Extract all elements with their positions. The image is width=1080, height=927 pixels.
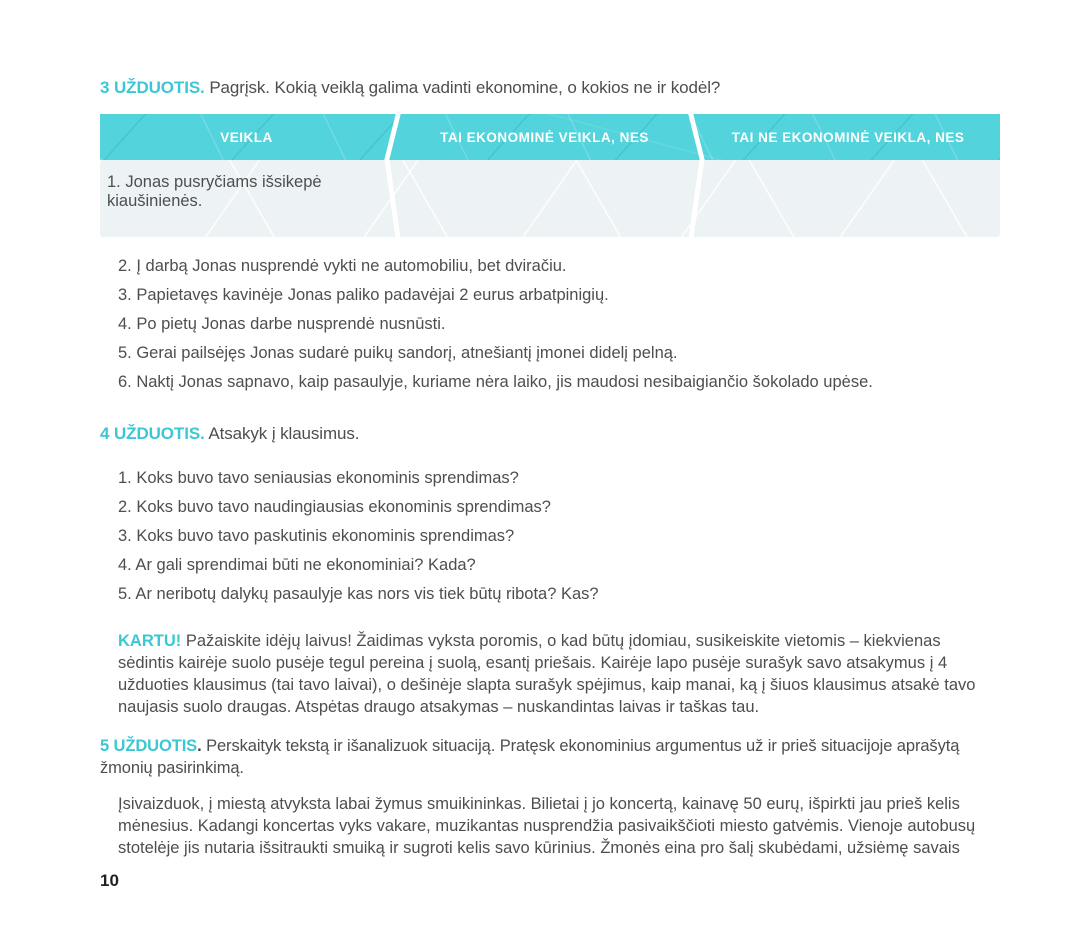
list-item: 3. Koks buvo tavo paskutinis ekonominis sprendimas? <box>118 527 515 545</box>
list-item: 5. Gerai pailsėjęs Jonas sudarė puikų sandorį, atnešiantį įmonei didelį pelną. <box>118 344 678 362</box>
list-item: 6. Naktį Jonas sapnavo, kaip pasaulyje, kuriame nėra laiko, jis maudosi nesibaigiančio šokolado upėse. <box>118 373 873 391</box>
table-row <box>100 160 1000 237</box>
kartu-paragraph <box>118 630 1000 718</box>
table-header-row <box>100 114 1000 160</box>
economic-activity-table <box>100 114 1000 237</box>
list-item: 3. Papietavęs kavinėje Jonas paliko padavėjai 2 eurus arbatpinigių. <box>118 286 609 304</box>
table-header-economic: TAI EKONOMINĖ VEIKLA, NES <box>440 129 649 145</box>
task3-title: Pagrįsk. Kokią veiklą galima vadinti ekonomine, o kokios ne ir kodėl? <box>209 78 721 97</box>
table-cell-not-economic-answer <box>696 160 1000 237</box>
page-number: 10 <box>100 871 119 890</box>
task4-label: 4 UŽDUOTIS. <box>100 424 205 443</box>
task5-label: 5 UŽDUOTIS <box>100 737 198 755</box>
task5-label-dot: . <box>197 737 202 755</box>
task4-question-list <box>118 464 1000 609</box>
task5-heading <box>100 735 1000 779</box>
list-item: 4. Po pietų Jonas darbe nusprendė nusnūsti. <box>118 315 446 333</box>
list-item: 5. Ar neribotų dalykų pasaulyje kas nors vis tiek būtų ribota? Kas? <box>118 585 599 603</box>
kartu-text: Pažaiskite idėjų laivus! Žaidimas vyksta poromis, o kad būtų įdomiau, susikeiskite vietomis – kiekvienas sėdintis kairėje suolo pusėje tegul pereina į suolą, esantį priešais. Kairėje lapo pusėje surašyk savo atsakymus į 4 užduoties klausimus (tai tavo laivai), o dešinėje slapta surašyk spėjimus, kaip manai, ką į šiuos klausimus atsakė tavo naujasis suolo draugas. Atspėtas draugo atsakymas – nuskandintas laivas ir taškas tau. <box>118 632 976 716</box>
list-item: 2. Koks buvo tavo naudingiausias ekonominis sprendimas? <box>118 498 551 516</box>
kartu-label: KARTU! <box>118 632 182 650</box>
task4-heading <box>100 424 1000 444</box>
table-cell-economic-answer <box>393 160 696 237</box>
task4-title: Atsakyk į klausimus. <box>208 424 360 443</box>
task3-label: 3 UŽDUOTIS. <box>100 78 205 97</box>
task5-title: Perskaityk tekstą ir išanalizuok situaciją. Pratęsk ekonominius argumentus už ir prieš situacijoje aprašytą žmonių pasirinkimą. <box>100 737 960 777</box>
table-header-veikla: VEIKLA <box>220 129 273 145</box>
list-item: 4. Ar gali sprendimai būti ne ekonominiai? Kada? <box>118 556 476 574</box>
table-cell-activity: 1. Jonas pusryčiams išsikepė kiaušinienės. <box>107 173 322 210</box>
table-header-not-economic: TAI NE EKONOMINĖ VEIKLA, NES <box>731 129 965 145</box>
task3-heading <box>100 78 1000 98</box>
list-item: 2. Į darbą Jonas nusprendė vykti ne automobiliu, bet dviračiu. <box>118 257 567 275</box>
task5-reading-paragraph: Įsivaizduok, į miestą atvyksta labai žymus smuikininkas. Bilietai į jo koncertą, kainavę 50 eurų, išpirkti jau prieš kelis mėnesius. Kadangi koncertas vyks vakare, muzikantas nusprendžia pasivaikščioti miesto gatvėmis. Vienoje autobusų stotelėje jis nutaria išsitraukti smuiką ir sugroti kelis savo kūrinius. Žmonės eina pro šalį skubėdami, užsiėmę savais <box>118 795 976 857</box>
list-item: 1. Koks buvo tavo seniausias ekonominis sprendimas? <box>118 469 519 487</box>
task3-item-list <box>118 252 1000 397</box>
